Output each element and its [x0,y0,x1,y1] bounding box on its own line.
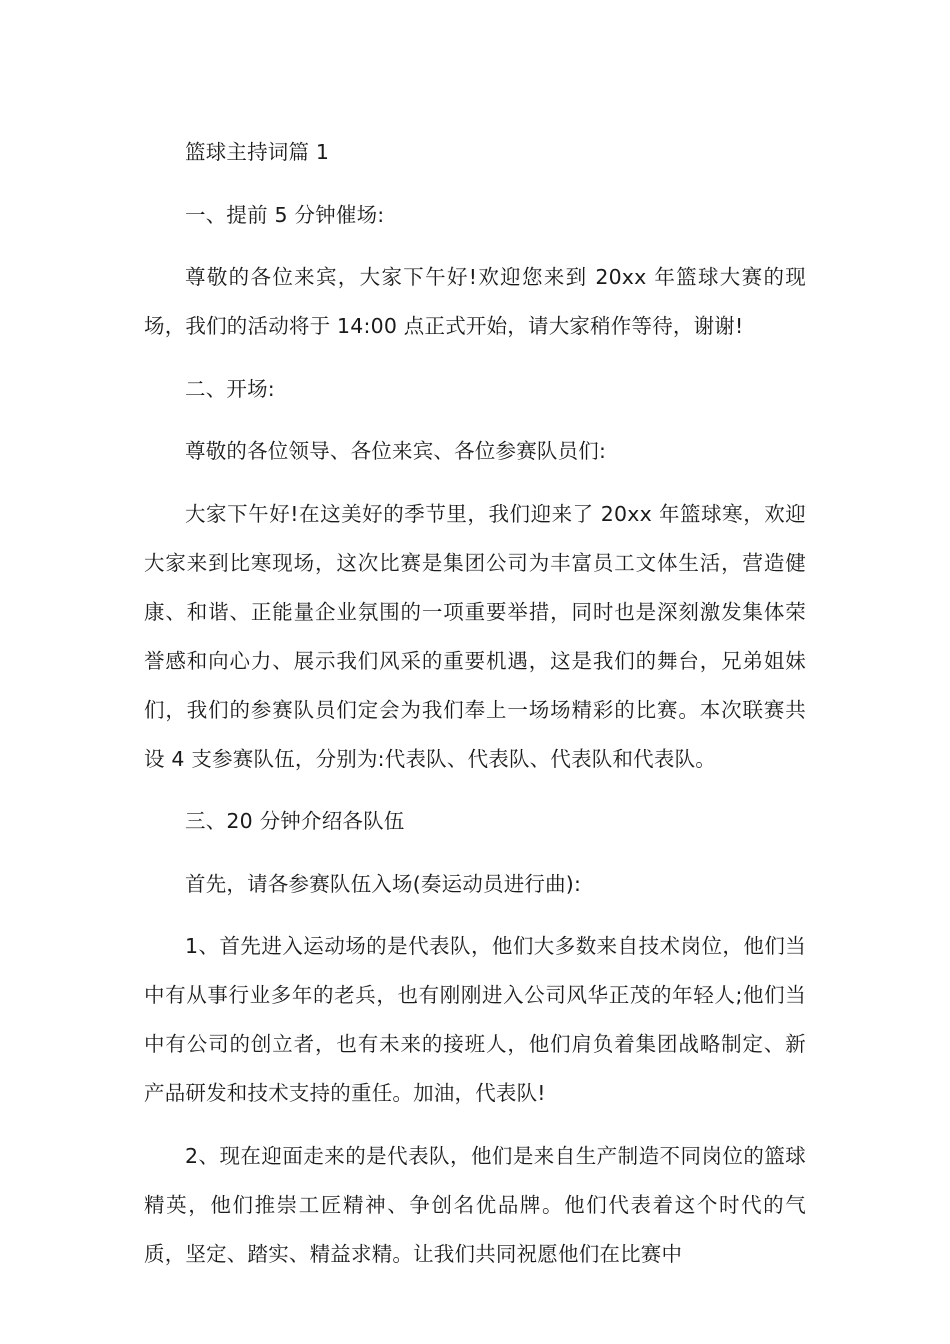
paragraph-team-2: 2、现在迎面走来的是代表队，他们是来自生产制造不同岗位的篮球精英，他们推崇工匠精神、争创名优品牌。他们代表着这个时代的气质，坚定、踏实、精益求精。让我们共同祝愿他们在比赛中 [144,1143,806,1266]
section-heading-2: 二、开场: [185,376,275,401]
paragraph-welcome: 尊敬的各位来宾，大家下午好!欢迎您来到 20xx 年篮球大赛的现场，我们的活动将于 14:00 点正式开始，请大家稍作等待，谢谢! [144,265,806,338]
paragraph-team-1: 1、首先进入运动场的是代表队，他们大多数来自技术岗位，他们当中有从事行业多年的老兵，也有刚刚进入公司风华正茂的年轻人;他们当中有公司的创立者，也有未来的接班人，他们肩负着集团战略制定、新产品研发和技术支持的重任。加油，代表队! [144,934,806,1105]
paragraph-salutation: 尊敬的各位领导、各位来宾、各位参赛队员们: [185,439,607,463]
section-heading-3: 三、20 分钟介绍各队伍 [185,809,405,833]
paragraph-entrance: 首先，请各参赛队伍入场(奏运动员进行曲): [185,871,582,896]
section-heading-1: 一、提前 5 分钟催场: [185,202,385,227]
document-body [144,128,806,1279]
paragraph-opening: 大家下午好!在这美好的季节里，我们迎来了 20xx 年篮球寒，欢迎大家来到比寒现场，这次比赛是集团公司为丰富员工文体生活，营造健康、和谐、正能量企业氛围的一项重要举措，同时也是深刻激发集体荣誉感和向心力、展示我们风采的重要机遇，这是我们的舞台，兄弟姐妹们，我们的参赛队员们定会为我们奉上一场场精彩的比赛。本次联赛共设 4 支参赛队伍，分别为:代表队、代表队、代表队和代表队。 [144,501,806,771]
document-title: 篮球主持词篇 1 [185,140,330,164]
